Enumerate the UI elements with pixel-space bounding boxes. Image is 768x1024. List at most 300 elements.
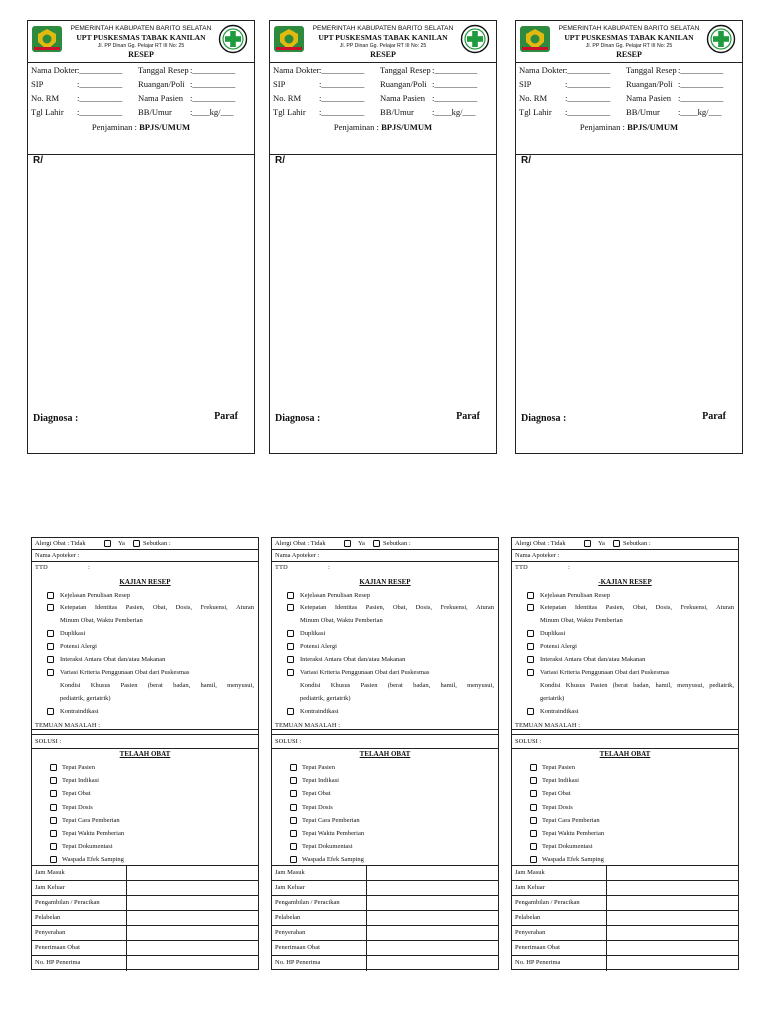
prescription-form xyxy=(269,20,497,454)
review-item: Duplikasi xyxy=(300,630,326,637)
prescription-form xyxy=(27,20,255,454)
review-item-cont: Minum Obat, Waktu Pemberian xyxy=(540,617,623,624)
doctor-name-field[interactable]: :__________ xyxy=(565,65,611,75)
findings-row xyxy=(512,718,738,735)
weight-age-field[interactable]: :____kg/___ xyxy=(190,107,234,117)
review-item: Variasi Kriteria Penggunaan Obat dari Puskesmas xyxy=(300,669,430,676)
table-row xyxy=(272,881,498,896)
table-cell-value[interactable] xyxy=(606,941,607,955)
solution-row xyxy=(32,735,258,749)
guarantor xyxy=(270,122,496,132)
telaah-checkbox[interactable] xyxy=(290,790,297,797)
rx-symbol: R/ xyxy=(275,155,285,166)
date-field[interactable]: :__________ xyxy=(432,65,478,75)
dispensing-table xyxy=(32,866,258,969)
date-label: Tanggal Resep xyxy=(380,65,431,75)
findings-row xyxy=(272,718,498,735)
telaah-checkbox[interactable] xyxy=(50,830,57,837)
patient-name-field[interactable]: :__________ xyxy=(432,93,478,103)
allergy-label: Alergi Obat : Tidak xyxy=(515,540,566,547)
telaah-item: Tepat Cara Pemberian xyxy=(542,816,600,824)
review-checkbox[interactable] xyxy=(287,708,294,715)
telaah-item: Tepat Dokumentasi xyxy=(302,843,353,851)
guarantor-value: BPJS/UMUM xyxy=(139,122,191,132)
guarantor-label: Penjaminan : xyxy=(333,122,379,132)
table-row-label: Jam Keluar xyxy=(275,884,305,891)
review-checkbox[interactable] xyxy=(47,643,54,650)
review-checkbox[interactable] xyxy=(527,630,534,637)
review-checkbox[interactable] xyxy=(527,604,534,611)
allergy-label: Alergi Obat : Tidak xyxy=(275,540,326,547)
review-checkbox[interactable] xyxy=(47,592,54,599)
telaah-checkbox[interactable] xyxy=(530,777,537,784)
clinic-address: Jl. PP Dinan Gg. Pelajar RT III No: 25 xyxy=(97,43,185,49)
sip-field[interactable]: :__________ xyxy=(77,79,123,89)
kajian-title: KAJIAN RESEP xyxy=(359,578,411,586)
patient-name-field[interactable]: :__________ xyxy=(190,93,236,103)
telaah-checkbox[interactable] xyxy=(50,790,57,797)
dob-label: Tgl Lahir xyxy=(31,107,64,117)
telaah-item: Waspada Efek Samping xyxy=(302,856,364,864)
telaah-item: Tepat Indikasi xyxy=(542,777,579,785)
telaah-checkbox[interactable] xyxy=(530,830,537,837)
review-checkbox[interactable] xyxy=(47,708,54,715)
table-row xyxy=(272,896,498,911)
table-cell-value[interactable] xyxy=(366,911,367,925)
form-title: RESEP xyxy=(128,50,154,59)
rm-label: No. RM xyxy=(519,93,548,103)
table-row-label: Jam Keluar xyxy=(515,884,545,891)
table-row xyxy=(512,881,738,896)
table-row xyxy=(512,911,738,926)
form-header xyxy=(270,21,496,63)
review-checkbox[interactable] xyxy=(287,604,294,611)
table-row xyxy=(272,911,498,926)
allergy-specify-checkbox[interactable] xyxy=(133,540,140,547)
review-checkbox[interactable] xyxy=(527,656,534,663)
patient-fields xyxy=(270,63,496,155)
review-item: Ketepatan Identitas Pasien, Obat, Dosis, Frekuensi, Aturan xyxy=(540,604,734,611)
ttd-colon: : xyxy=(568,564,570,571)
pharmacist-label: Nama Apoteker : xyxy=(35,552,80,559)
clinic-address: Jl. PP Dinan Gg. Pelajar RT III No: 25 xyxy=(339,43,427,49)
telaah-item: Tepat Dokumentasi xyxy=(542,843,593,851)
telaah-item: Tepat Dosis xyxy=(62,803,93,811)
diagnosis-label: Diagnosa : xyxy=(33,413,79,424)
solution-label: SOLUSI : xyxy=(515,738,542,745)
prescription-review xyxy=(512,562,738,730)
telaah-item: Tepat Obat xyxy=(62,790,91,798)
review-item: Kontraindikasi xyxy=(60,708,99,715)
review-item-cont: Kondisi Khusus Pasien (berat badan, hamil, menyusui, xyxy=(300,682,494,689)
pharmacist-row xyxy=(32,550,258,562)
table-row-label: Penyerahan xyxy=(275,929,306,936)
table-cell-value[interactable] xyxy=(606,881,607,895)
review-checkbox[interactable] xyxy=(527,592,534,599)
room-field[interactable]: :__________ xyxy=(678,79,724,89)
review-item-cont: Kondisi Khusus Pasien (berat badan, hamil, menyusui, pediatrik, xyxy=(540,682,734,689)
review-item: Interaksi Antara Obat dan/atau Makanan xyxy=(540,656,646,663)
telaah-title: TELAAH OBAT xyxy=(599,750,651,758)
review-checkbox[interactable] xyxy=(527,643,534,650)
ttd-colon: : xyxy=(88,564,90,571)
review-checkbox[interactable] xyxy=(47,604,54,611)
telaah-checkbox[interactable] xyxy=(530,790,537,797)
telaah-item: Tepat Pasien xyxy=(62,764,95,771)
weight-age-field[interactable]: :____kg/___ xyxy=(432,107,476,117)
table-row-label: Pengambilan / Peracikan xyxy=(275,899,340,906)
review-item: Kontraindikasi xyxy=(300,708,339,715)
prescription-form xyxy=(515,20,743,454)
dob-field[interactable]: :__________ xyxy=(565,107,611,117)
findings-row xyxy=(32,718,258,735)
pharmacist-row xyxy=(272,550,498,562)
table-row xyxy=(272,866,498,881)
ttd-label: TTD xyxy=(35,564,48,571)
allergy-label: Alergi Obat : Tidak xyxy=(35,540,86,547)
review-item-cont: pediatrik, geriatrik) xyxy=(60,695,111,702)
drug-review xyxy=(272,749,498,866)
allergy-specify-label: Sebutkan : xyxy=(383,540,411,547)
allergy-yes-checkbox[interactable] xyxy=(584,540,591,547)
pharmacist-label: Nama Apoteker : xyxy=(515,552,560,559)
ttd-label: TTD xyxy=(275,564,288,571)
allergy-yes-checkbox[interactable] xyxy=(104,540,111,547)
telaah-item: Tepat Obat xyxy=(542,790,571,798)
rm-field[interactable]: :__________ xyxy=(319,93,365,103)
review-item-cont: geriatrik) xyxy=(540,695,565,702)
table-row-label: Penyerahan xyxy=(515,929,546,936)
table-row xyxy=(32,956,258,971)
telaah-title: TELAAH OBAT xyxy=(359,750,411,758)
dob-field[interactable]: :__________ xyxy=(319,107,365,117)
table-cell-value[interactable] xyxy=(366,896,367,910)
clinic-name: UPT PUSKESMAS TABAK KANILAN xyxy=(564,33,694,42)
solution-label: SOLUSI : xyxy=(35,738,62,745)
puskesmas-cross-icon xyxy=(460,24,490,54)
table-row xyxy=(272,956,498,971)
table-cell-value[interactable] xyxy=(126,911,127,925)
review-item: Potensi Alergi xyxy=(540,643,577,650)
solution-row xyxy=(512,735,738,749)
telaah-checkbox[interactable] xyxy=(290,764,297,771)
table-row-label: No. HP Penerima xyxy=(275,959,321,966)
pharmacy-review-form xyxy=(511,537,739,970)
table-cell-value[interactable] xyxy=(366,866,367,880)
review-item-cont: pediatrik, geriatrik) xyxy=(300,695,351,702)
review-item: Kejelasan Penulisan Resep xyxy=(540,592,611,599)
dob-field[interactable]: :__________ xyxy=(77,107,123,117)
table-row-label: Pelabelan xyxy=(35,914,61,921)
puskesmas-cross-icon xyxy=(218,24,248,54)
guarantor-label: Penjaminan : xyxy=(91,122,137,132)
telaah-item: Tepat Dosis xyxy=(302,803,333,811)
diagnosis-label: Diagnosa : xyxy=(521,413,567,424)
room-label: Ruangan/Poli xyxy=(138,79,185,89)
guarantor xyxy=(516,122,742,132)
telaah-checkbox[interactable] xyxy=(530,764,537,771)
review-item: Kejelasan Penulisan Resep xyxy=(60,592,131,599)
table-cell-value[interactable] xyxy=(126,956,127,971)
regency-emblem-icon xyxy=(519,25,551,53)
table-row xyxy=(272,941,498,956)
review-item: Interaksi Antara Obat dan/atau Makanan xyxy=(60,656,166,663)
review-checkbox[interactable] xyxy=(47,669,54,676)
telaah-item: Waspada Efek Samping xyxy=(542,856,604,864)
telaah-item: Tepat Obat xyxy=(302,790,331,798)
dispensing-table xyxy=(512,866,738,969)
pharmacist-label: Nama Apoteker : xyxy=(275,552,320,559)
allergy-yes-label: Ya xyxy=(358,540,365,547)
telaah-checkbox[interactable] xyxy=(530,843,537,850)
clinic-address: Jl. PP Dinan Gg. Pelajar RT III No: 25 xyxy=(585,43,673,49)
telaah-checkbox[interactable] xyxy=(50,804,57,811)
table-row xyxy=(512,941,738,956)
allergy-row xyxy=(32,538,258,550)
table-row xyxy=(32,926,258,941)
table-cell-value[interactable] xyxy=(606,866,607,880)
doctor-name-label: Nama Dokter xyxy=(519,65,566,75)
table-row-label: No. HP Penerima xyxy=(515,959,561,966)
table-row-label: Penyerahan xyxy=(35,929,66,936)
table-row-label: Jam Masuk xyxy=(515,869,545,876)
telaah-checkbox[interactable] xyxy=(50,764,57,771)
telaah-checkbox[interactable] xyxy=(50,777,57,784)
gov-name: PEMERINTAH KABUPATEN BARITO SELATAN xyxy=(558,25,700,32)
table-row xyxy=(32,881,258,896)
review-checkbox[interactable] xyxy=(287,669,294,676)
telaah-checkbox[interactable] xyxy=(530,804,537,811)
allergy-yes-checkbox[interactable] xyxy=(344,540,351,547)
prescription-review xyxy=(32,562,258,730)
date-field[interactable]: :__________ xyxy=(678,65,724,75)
clinic-name: UPT PUSKESMAS TABAK KANILAN xyxy=(318,33,448,42)
rm-label: No. RM xyxy=(273,93,302,103)
room-label: Ruangan/Poli xyxy=(380,79,427,89)
rx-symbol: R/ xyxy=(521,155,531,166)
review-item-cont: Kondisi Khusus Pasien (berat badan, hamil, menyusui, xyxy=(60,682,254,689)
table-cell-value[interactable] xyxy=(606,911,607,925)
form-header xyxy=(28,21,254,63)
regency-emblem-icon xyxy=(31,25,63,53)
review-item: Variasi Kriteria Penggunaan Obat dari Puskesmas xyxy=(60,669,190,676)
pharmacy-review-form xyxy=(271,537,499,970)
telaah-checkbox[interactable] xyxy=(290,830,297,837)
telaah-item: Tepat Indikasi xyxy=(302,777,339,785)
telaah-item: Tepat Cara Pemberian xyxy=(62,816,120,824)
table-cell-value[interactable] xyxy=(366,881,367,895)
table-row-label: Pelabelan xyxy=(275,914,301,921)
sip-field[interactable]: :__________ xyxy=(565,79,611,89)
telaah-checkbox[interactable] xyxy=(530,817,537,824)
table-cell-value[interactable] xyxy=(366,956,367,971)
telaah-item: Tepat Pasien xyxy=(302,764,335,771)
weight-age-label: BB/Umur xyxy=(626,107,660,117)
doctor-name-label: Nama Dokter xyxy=(273,65,320,75)
telaah-checkbox[interactable] xyxy=(530,856,537,863)
table-row-label: Penerimaan Obat xyxy=(35,944,80,951)
form-title: RESEP xyxy=(370,50,396,59)
dob-label: Tgl Lahir xyxy=(273,107,306,117)
allergy-row xyxy=(512,538,738,550)
table-cell-value[interactable] xyxy=(366,941,367,955)
review-item: Interaksi Antara Obat dan/atau Makanan xyxy=(300,656,406,663)
guarantor-value: BPJS/UMUM xyxy=(627,122,679,132)
patient-name-label: Nama Pasien xyxy=(380,93,426,103)
patient-fields xyxy=(28,63,254,155)
review-item: Duplikasi xyxy=(60,630,86,637)
table-row-label: Pengambilan / Peracikan xyxy=(515,899,580,906)
table-cell-value[interactable] xyxy=(606,896,607,910)
sip-field[interactable]: :__________ xyxy=(319,79,365,89)
review-checkbox[interactable] xyxy=(287,643,294,650)
puskesmas-cross-icon xyxy=(706,24,736,54)
table-row-label: No. HP Penerima xyxy=(35,959,81,966)
table-row xyxy=(512,866,738,881)
review-item: Potensi Alergi xyxy=(60,643,97,650)
telaah-item: Tepat Indikasi xyxy=(62,777,99,785)
table-cell-value[interactable] xyxy=(126,866,127,880)
pharmacy-review-form xyxy=(31,537,259,970)
table-cell-value[interactable] xyxy=(126,896,127,910)
review-checkbox[interactable] xyxy=(47,630,54,637)
table-row-label: Pelabelan xyxy=(515,914,541,921)
table-cell-value[interactable] xyxy=(606,956,607,971)
weight-age-label: BB/Umur xyxy=(138,107,172,117)
table-row-label: Jam Masuk xyxy=(35,869,65,876)
weight-age-field[interactable]: :____kg/___ xyxy=(678,107,722,117)
table-row xyxy=(512,956,738,971)
table-row xyxy=(32,866,258,881)
telaah-item: Tepat Waktu Pemberian xyxy=(542,830,605,837)
dispensing-table xyxy=(272,866,498,969)
telaah-checkbox[interactable] xyxy=(50,843,57,850)
dob-label: Tgl Lahir xyxy=(519,107,552,117)
telaah-checkbox[interactable] xyxy=(290,777,297,784)
table-row-label: Pengambilan / Peracikan xyxy=(35,899,100,906)
patient-name-label: Nama Pasien xyxy=(626,93,672,103)
room-field[interactable]: :__________ xyxy=(190,79,236,89)
table-cell-value[interactable] xyxy=(126,941,127,955)
doctor-name-field[interactable]: :__________ xyxy=(77,65,123,75)
patient-fields xyxy=(516,63,742,155)
sip-label: SIP xyxy=(31,79,44,89)
weight-age-label: BB/Umur xyxy=(380,107,414,117)
patient-name-field[interactable]: :__________ xyxy=(678,93,724,103)
guarantor xyxy=(28,122,254,132)
allergy-yes-label: Ya xyxy=(598,540,605,547)
table-row xyxy=(32,911,258,926)
date-label: Tanggal Resep xyxy=(138,65,189,75)
telaah-item: Tepat Waktu Pemberian xyxy=(62,830,125,837)
table-cell-value[interactable] xyxy=(126,881,127,895)
findings-label: TEMUAN MASALAH : xyxy=(275,722,340,729)
telaah-checkbox[interactable] xyxy=(290,843,297,850)
patient-name-label: Nama Pasien xyxy=(138,93,184,103)
review-checkbox[interactable] xyxy=(287,592,294,599)
table-cell-value[interactable] xyxy=(366,926,367,940)
kajian-title: -KAJIAN RESEP xyxy=(598,578,652,586)
telaah-checkbox[interactable] xyxy=(290,817,297,824)
telaah-checkbox[interactable] xyxy=(50,856,57,863)
signature-label: Paraf xyxy=(702,411,726,422)
review-checkbox[interactable] xyxy=(527,669,534,676)
telaah-item: Tepat Cara Pemberian xyxy=(302,816,360,824)
allergy-yes-label: Ya xyxy=(118,540,125,547)
review-item: Kejelasan Penulisan Resep xyxy=(300,592,371,599)
ttd-colon: : xyxy=(328,564,330,571)
signature-label: Paraf xyxy=(214,411,238,422)
drug-review xyxy=(512,749,738,866)
table-cell-value[interactable] xyxy=(126,926,127,940)
table-row xyxy=(512,926,738,941)
form-title: RESEP xyxy=(616,50,642,59)
gov-name: PEMERINTAH KABUPATEN BARITO SELATAN xyxy=(70,25,212,32)
allergy-row xyxy=(272,538,498,550)
table-row xyxy=(32,941,258,956)
table-row-label: Jam Keluar xyxy=(35,884,65,891)
sip-label: SIP xyxy=(273,79,286,89)
guarantor-label: Penjaminan : xyxy=(579,122,625,132)
review-checkbox[interactable] xyxy=(287,656,294,663)
findings-label: TEMUAN MASALAH : xyxy=(515,722,580,729)
doctor-name-label: Nama Dokter xyxy=(31,65,78,75)
allergy-specify-label: Sebutkan : xyxy=(623,540,651,547)
solution-row xyxy=(272,735,498,749)
guarantor-value: BPJS/UMUM xyxy=(381,122,433,132)
review-checkbox[interactable] xyxy=(287,630,294,637)
rm-field[interactable]: :__________ xyxy=(565,93,611,103)
allergy-specify-checkbox[interactable] xyxy=(613,540,620,547)
regency-emblem-icon xyxy=(273,25,305,53)
telaah-checkbox[interactable] xyxy=(50,817,57,824)
rx-symbol: R/ xyxy=(33,155,43,166)
telaah-title: TELAAH OBAT xyxy=(119,750,171,758)
review-checkbox[interactable] xyxy=(527,708,534,715)
rm-label: No. RM xyxy=(31,93,60,103)
telaah-item: Waspada Efek Samping xyxy=(62,856,124,864)
solution-label: SOLUSI : xyxy=(275,738,302,745)
review-item-cont: Minum Obat, Waktu Pemberian xyxy=(300,617,383,624)
date-field[interactable]: :__________ xyxy=(190,65,236,75)
review-checkbox[interactable] xyxy=(47,656,54,663)
review-item: Ketepatan Identitas Pasien, Obat, Dosis, Frekuensi, Aturan xyxy=(60,604,254,611)
review-item: Ketepatan Identitas Pasien, Obat, Dosis, Frekuensi, Aturan xyxy=(300,604,494,611)
table-row-label: Penerimaan Obat xyxy=(515,944,560,951)
allergy-specify-checkbox[interactable] xyxy=(373,540,380,547)
telaah-checkbox[interactable] xyxy=(290,804,297,811)
telaah-item: Tepat Dosis xyxy=(542,803,573,811)
telaah-checkbox[interactable] xyxy=(290,856,297,863)
telaah-item: Tepat Pasien xyxy=(542,764,575,771)
gov-name: PEMERINTAH KABUPATEN BARITO SELATAN xyxy=(312,25,454,32)
rm-field[interactable]: :__________ xyxy=(77,93,123,103)
pharmacist-row xyxy=(512,550,738,562)
room-label: Ruangan/Poli xyxy=(626,79,673,89)
diagnosis-label: Diagnosa : xyxy=(275,413,321,424)
review-item: Duplikasi xyxy=(540,630,566,637)
date-label: Tanggal Resep xyxy=(626,65,677,75)
table-row-label: Penerimaan Obat xyxy=(275,944,320,951)
form-header xyxy=(516,21,742,63)
kajian-title: KAJIAN RESEP xyxy=(119,578,171,586)
table-row xyxy=(272,926,498,941)
table-cell-value[interactable] xyxy=(606,926,607,940)
prescription-review xyxy=(272,562,498,730)
room-field[interactable]: :__________ xyxy=(432,79,478,89)
doctor-name-field[interactable]: :__________ xyxy=(319,65,365,75)
review-item: Variasi Kriteria Penggunaan Obat dari Puskesmas xyxy=(540,669,670,676)
